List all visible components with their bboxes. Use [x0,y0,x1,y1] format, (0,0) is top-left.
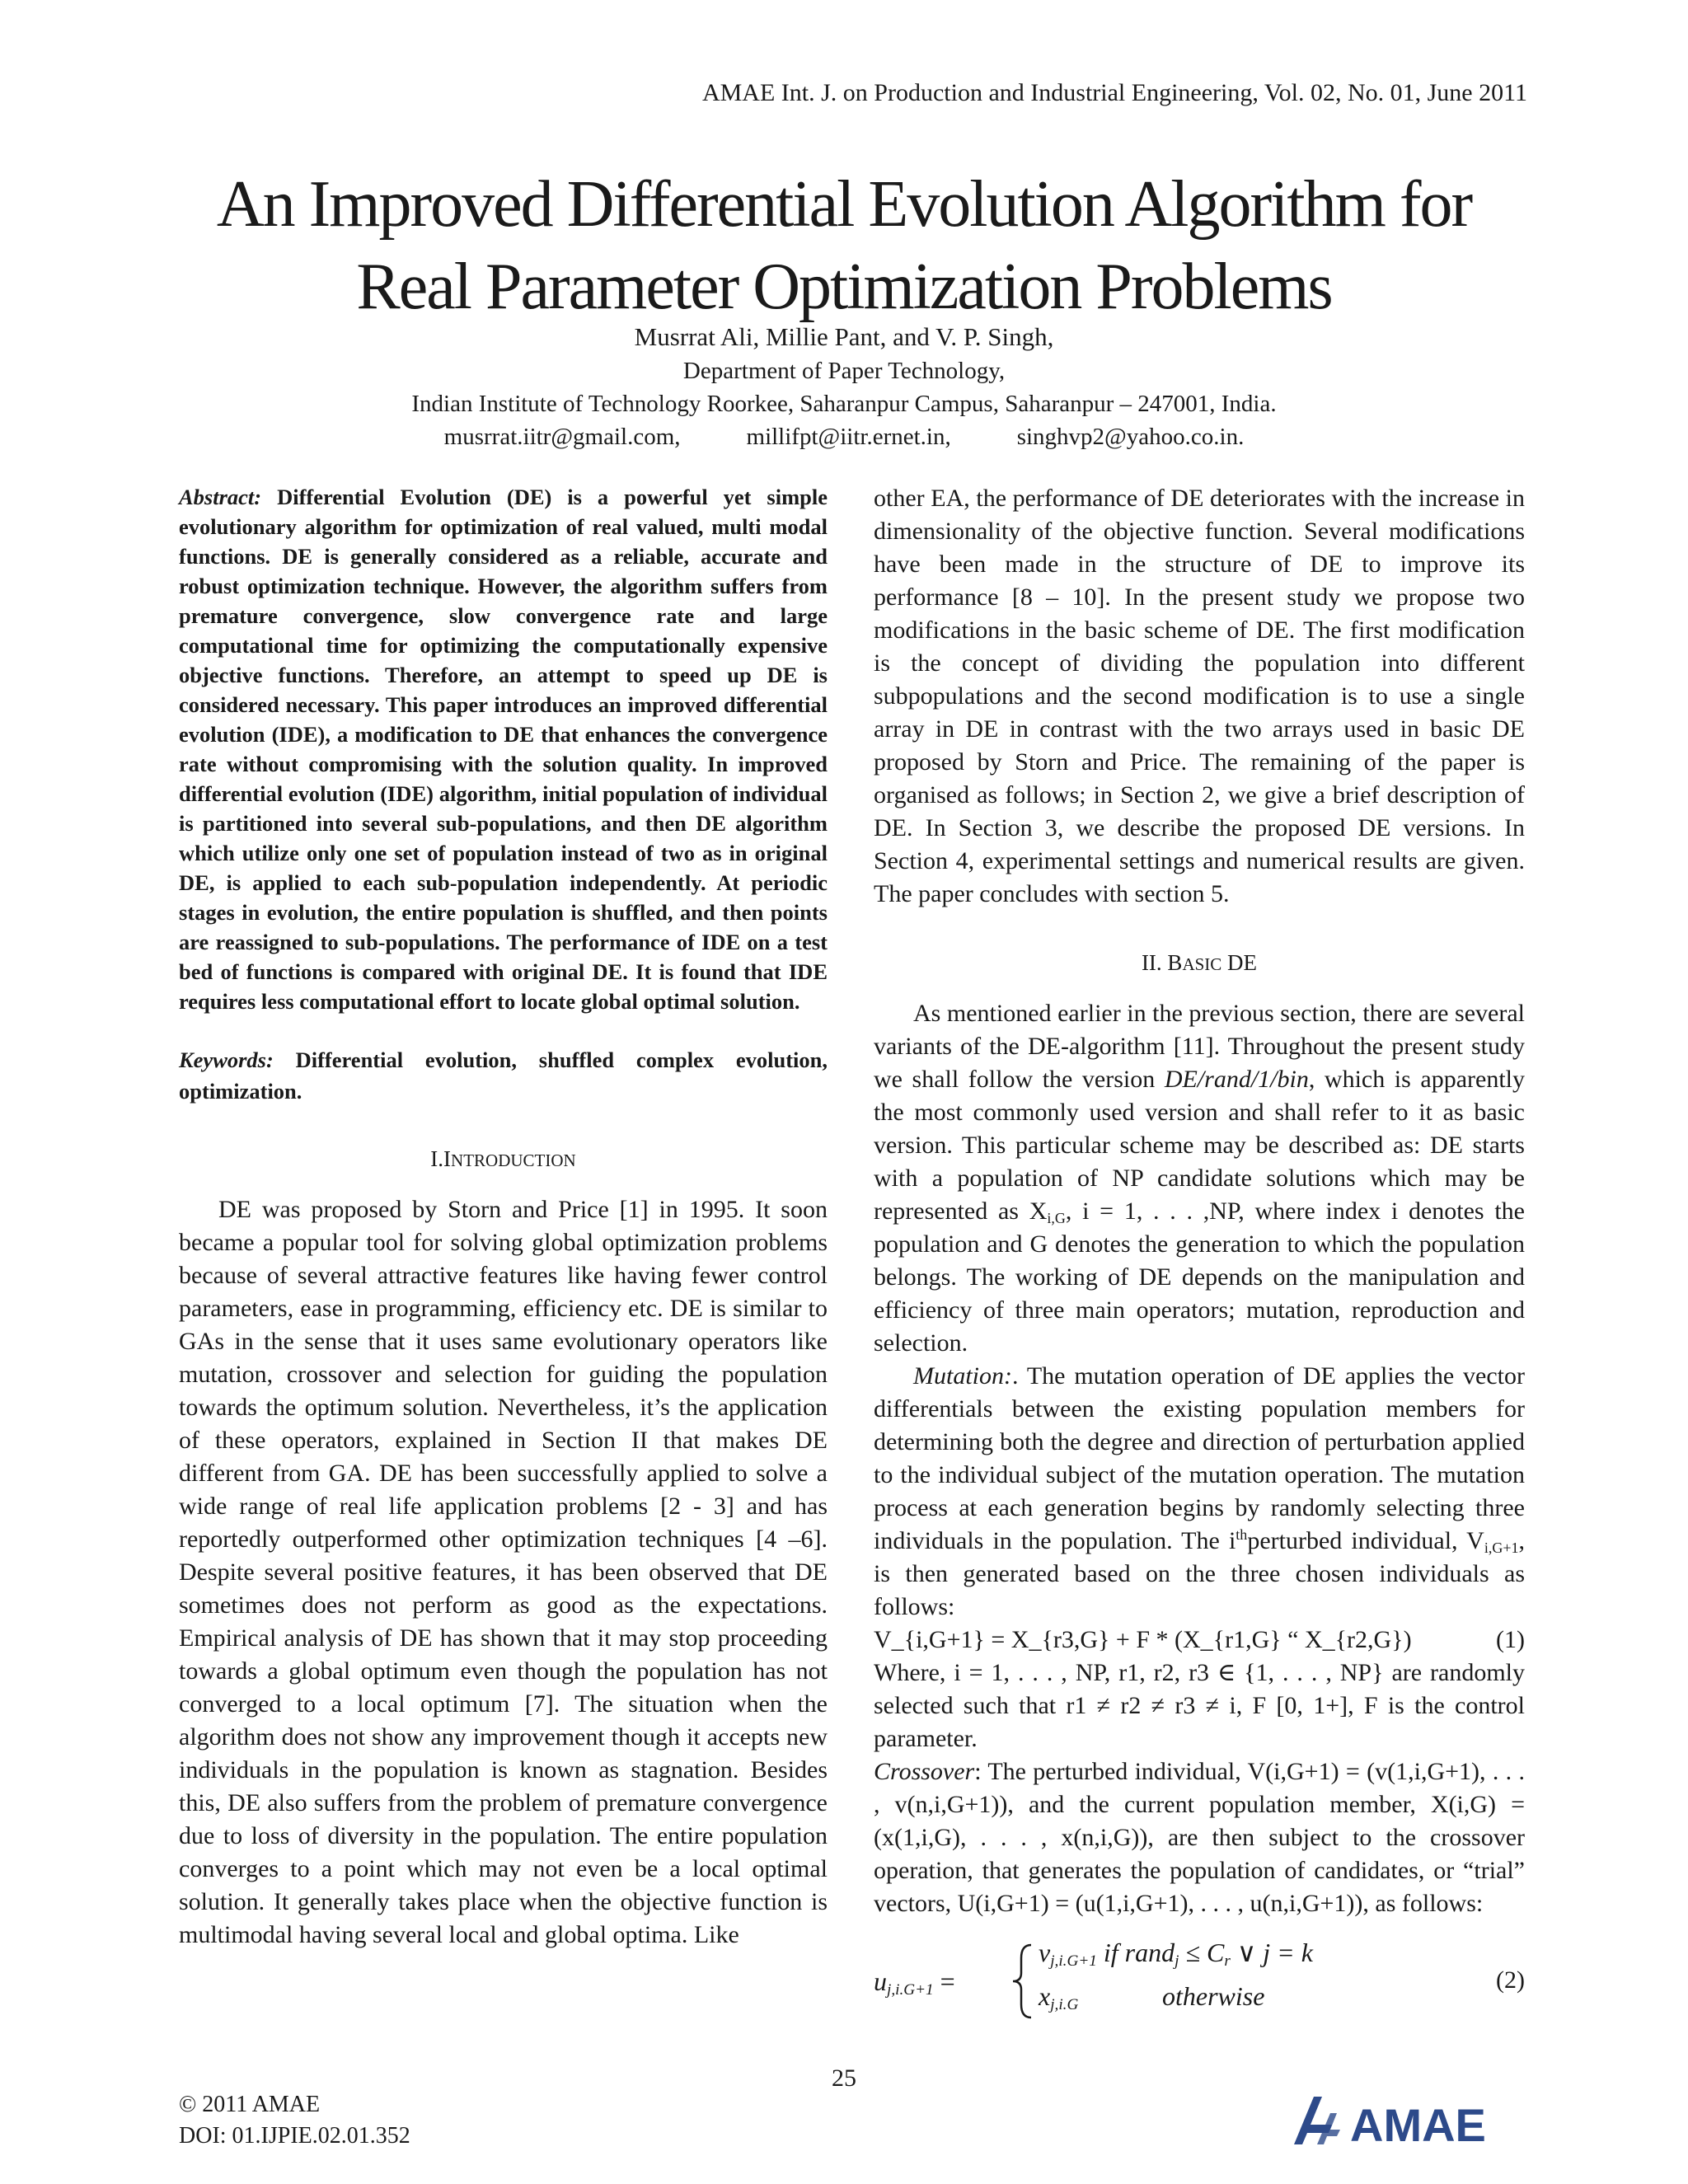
email-list [0,420,1688,453]
mutation-paragraph: Mutation:. The mutation operation of DE applies the vector differentials between the existing population members for determining both the degree and direction of perturbation applied to the individual subject of the mutation operation. The mutation process at each generation begins by randomly selecting three individuals in the population. The $i^{th}perturbed$ individual, $V_{i,G+1}$, is then generated based on the three chosen individuals as follows: [874,1362,1525,1620]
institute: Indian Institute of Technology Roorkee, Saharanpur Campus, Saharanpur – 247001, India. [411,391,1277,417]
introduction-continued: other EA, the performance of DE deteriorates with the increase in dimensionality of the objective function. Several modifications have been made in the structure of DE to improve its performance [8 – 10]. In the present study we propose two modifications in the basic scheme of DE. The first modification is the concept of dividing the population into different subpopulations and the second modification is to use a single array in DE in contrast with the two arrays used in basic DE proposed by Storn and Price. The remaining of the paper is organised as follows; in Section 2, we give a brief description of DE. In Section 3, we describe the proposed DE versions. In Section 4, experimental settings and numerical results are given. The paper concludes with section 5. [874,485,1525,907]
keywords-label: Keywords: [179,1047,274,1072]
section-heading-introduction: I.INTRODUCTION [430,1146,576,1171]
page-number: 25 [832,2064,856,2092]
section-heading-basic-de: II. BASIC DE [1141,950,1258,975]
email-link[interactable]: millifpt@iitr.ernet.in, [746,424,951,450]
authors: Musrrat Ali, Millie Pant, and V. P. Singh, [634,322,1054,351]
abstract-text: Differential Evolution (DE) is a powerful yet simple evolutionary algorithm for optimization of real valued, multi modal functions. DE is generally considered as a reliable, accurate and robust optimization technique. However, the algorithm suffers from premature convergence, slow convergence rate and large computational time for optimizing the computationally expensive objective functions. Therefore, an attempt to speed up DE is considered necessary. This paper introduces an improved differential evolution (IDE), a modification to DE that enhances the convergence rate without compromising with the solution quality. In improved differential evolution (IDE) algorithm, initial population of individual is partitioned into several sub-populations, and then DE algorithm which utilize only one set of population instead of two as in original DE, is applied to each sub-population independently. At periodic stages in evolution, the entire population is shuffled, and then points are reassigned to sub-populations. The performance of IDE on a test bed of functions is compared with original DE. It is found that IDE requires less computational effort to locate global optimal solution. [179,485,828,1014]
where-paragraph: Where, i = 1, . . . , NP, r1, r2, r3 ∈ {1, . . . , NP} are randomly selected such that r1 ≠ r2 ≠ r3 ≠ i, F [0, 1+], F is the control parameter. [874,1659,1525,1752]
left-brace-icon [1010,1942,1034,2021]
keywords [179,1044,828,1107]
title-line-1: An Improved Differential Evolution Algorithm for [216,168,1472,241]
equation-2: $u_{j,i.G+1}$ = $v_{j,i.G+1}$ if rand$_j$ ≤ $C_r$ ∨ j = k $x_{j,i.G}$ otherwise (2) [874,1937,1525,2027]
basic-de-paragraph: As mentioned earlier in the previous section, there are several variants of the DE-algorithm [11]. Throughout the present study we shall follow the version DE/rand/1/bin, which is apparently the most commonly used version and shall refer to it as basic version. This particular scheme may be described as: DE starts with a population of NP candidate solutions which may be represented as $X_{i,G}$, i = 1, . . . ,NP, where index i denotes the population and G denotes the generation to which the population belongs. The working of DE depends on the manipulation and efficiency of three main operators; mutation, reproduction and selection. [874,1000,1525,1357]
abstract-label: Abstract: [179,485,262,509]
left-column [179,482,828,1952]
journal-header: AMAE Int. J. on Production and Industrial Engineering, Vol. 02, No. 01, June 2011 [701,79,1527,106]
email-link[interactable]: singhvp2@yahoo.co.in. [1016,424,1245,450]
paper-title [0,163,1688,328]
logo-text: AMAE [1350,2099,1486,2151]
equation-1 [874,1624,1525,1657]
equation-2-number: (2) [1496,1966,1525,1994]
doi: DOI: 01.IJPIE.02.01.352 [179,2123,410,2149]
footer [179,2089,410,2152]
abstract [179,482,828,1016]
introduction-text: DE was proposed by Storn and Price [1] in 1995. It soon became a popular tool for solving global optimization problems because of several attractive features like having fewer control parameters, ease in programming, efficiency etc. DE is similar to GAs in the sense that it uses same evolutionary operators like mutation, crossover and selection for guiding the population towards the optimum solution. Nevertheless, it’s the application of these operators, explained in Section II that makes DE different from GA. DE has been successfully applied to solve a wide range of real life application problems [2 - 3] and has reportedly outperformed other optimization techniques [4 –6]. Despite several positive features, it has been observed that DE sometimes does not perform as good as the expectations. Empirical analysis of DE has shown that it may stop proceeding towards a global optimum even though the population has not converged to a local optimum [7]. The situation when the algorithm does not show any improvement though it accepts new individuals in the population is known as stagnation. Besides this, DE also suffers from the problem of premature convergence due to loss of diversity in the population. The entire population converges to a point which may not even be a local optimal solution. It generally takes place when the objective function is multimodal having several local and global optima. Like [179,1196,828,1948]
department: Department of Paper Technology, [682,358,1006,384]
crossover-paragraph: Crossover: The perturbed individual, V(i,G+1) = (v(1,i,G+1), . . . , v(n,i,G+1)), and the current population member, X(i,G) = (x(1,i,G), . . . , x(n,i,G)), are then subject to the crossover operation, that generates the population of candidates, or “trial” vectors, U(i,G+1) = (u(1,i,G+1), . . . , u(n,i,G+1)), as follows: [874,1758,1525,1917]
copyright: © 2011 AMAE [179,2092,321,2117]
equation-1-body: V_{i,G+1} = X_{r3,G} + F * (X_{r1,G} “ X_{r2,G}) [874,1626,1412,1653]
email-link[interactable]: musrrat.iitr@gmail.com, [443,424,681,450]
keywords-text: Differential evolution, shuffled complex evolution, optimization. [179,1047,828,1104]
title-line-2: Real Parameter Optimization Problems [356,251,1332,323]
right-column [874,482,1525,2027]
equation-1-number: (1) [1496,1626,1525,1653]
affiliation [0,354,1688,453]
amae-logo-icon [1286,2087,1533,2153]
